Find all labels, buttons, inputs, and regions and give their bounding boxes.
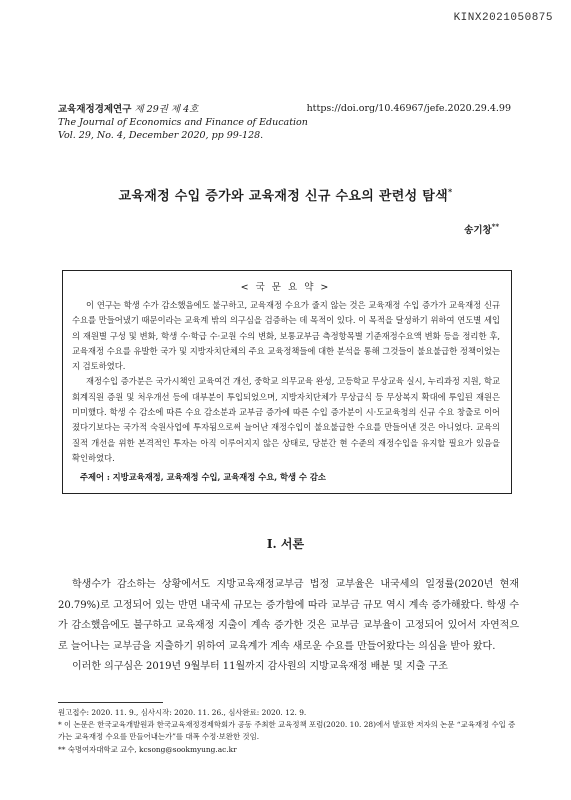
body-paragraph: 학생수가 감소하는 상황에서도 지방교육재정교부금 법정 교부율은 내국세의 일정률(2020년 현재 20.79%)로 고정되어 있는 반면 내국세 규모는 증가함에 따라 교부금 규모 역시 계속 증가해왔다. 학생 수가 감소했음에도 불구하고 교육재정 지출이 계속 증가한 것은 교부금 교부율이 고정되어 있어서 자연적으로 늘어나는 교부금을 지출하기 위하여 교육계가 계속 새로운 수요를 만들어왔다는 의심을 받아 왔다. — [58, 579, 519, 652]
journal-header — [58, 103, 308, 142]
author — [464, 222, 499, 236]
abstract-body — [72, 298, 500, 466]
paper-title-text: 교육재정 수입 증가와 교육재정 신규 수요의 관련성 탐색 — [118, 189, 449, 204]
abstract-heading: < 국 문 요 약 > — [240, 282, 331, 293]
document-id: KINX2021050875 — [453, 12, 553, 24]
footnote-author-note: ** 숙명여자대학교 교수, kcsong@sookmyung.ac.kr — [58, 744, 237, 754]
footnote-received: 원고접수: 2020. 11. 9., 심사시작: 2020. 11. 26., 심사완료: 2020. 12. 9. — [58, 708, 307, 717]
author-name: 송기창 — [464, 225, 492, 237]
journal-volume-issue: 제 29권 제 4호 — [134, 104, 199, 115]
footnote-divider — [58, 702, 163, 703]
journal-korean-name: 교육재정경제연구 — [58, 104, 132, 115]
keywords — [80, 471, 326, 483]
journal-korean-line — [58, 103, 308, 116]
paper-title — [0, 185, 571, 204]
body-paragraph: 이러한 의구심은 2019년 9월부터 11월까지 감사원의 지방교육재정 배분 및 지출 구조 — [72, 661, 448, 673]
section-body — [58, 575, 519, 678]
abstract-paragraph: 이 연구는 학생 수가 감소했음에도 불구하고, 교육재정 수요가 줄지 않는 것은 교육재정 수입 증가가 교육재정 신규 수요를 만들어냈기 때문이라는 교육계 밖의 의구심을 검증하는 데 목적이 있다. 이 목적을 달성하기 위하여 연도별 세입의 재원별 구성 및 변화, 학생 수·학급 수·교원 수의 변화, 보통교부금 측정항목별 기준재정수요액 변화 등을 정리한 후, 교육재정 수요를 유발한 국가 및 지방자치단체의 주요 교육정책들에 대한 분석을 통해 그것들이 불요불급한 정책이었는지 검토하였다. — [72, 300, 500, 372]
title-footnote-mark: * — [448, 186, 453, 197]
journal-english-name: The Journal of Economics and Finance of Education — [58, 117, 308, 128]
section-heading: Ⅰ. 서론 — [266, 537, 305, 551]
footnote-title-note: * 이 논문은 한국교육개발원과 한국교육재정경제학회가 공동 주최한 교육정책 포럼(2020. 10. 28)에서 발표한 저자의 논문 “교육재정 수입 증가는 교육재정 수요를 만들어내는가”를 대폭 수정·보완한 것임. — [58, 720, 516, 742]
doi-link[interactable]: https://doi.org/10.46967/jefe.2020.29.4.99 — [306, 103, 511, 114]
abstract-paragraph: 재정수입 증가분은 국가시책인 교육여건 개선, 중학교 의무교육 완성, 고등학교 무상교육 실시, 누리과정 지원, 학교회계직원 증원 및 처우개선 등에 대부분이 투입되었으며, 지방자치단체가 무상급식 등 무상복지 확대에 투입된 재원은 미미했다. 학생 수 감소에 따른 수요 감소분과 교부금 증가에 따른 수입 증가분이 시·도교육청의 신규 수요 창출로 이어졌다기보다는 국가적 숙원사업에 투자됨으로써 늘어난 재정수입이 불요불급한 수요를 만들어낸 것은 아니었다. 교육의 질적 개선을 위한 본격적인 투자는 아직 이루어지지 않은 상태로, 당분간 현 수준의 재정수입을 유지할 필요가 있음을 확인하였다. — [72, 376, 500, 463]
keywords-list: 지방교육재정, 교육재정 수입, 교육재정 수요, 학생 수 감소 — [112, 472, 326, 482]
journal-citation: Vol. 29, No. 4, December 2020, pp 99-128. — [58, 130, 264, 141]
keywords-label: 주제어 : — [80, 472, 110, 482]
author-footnote-mark: ** — [491, 222, 499, 231]
footnotes — [58, 707, 520, 756]
